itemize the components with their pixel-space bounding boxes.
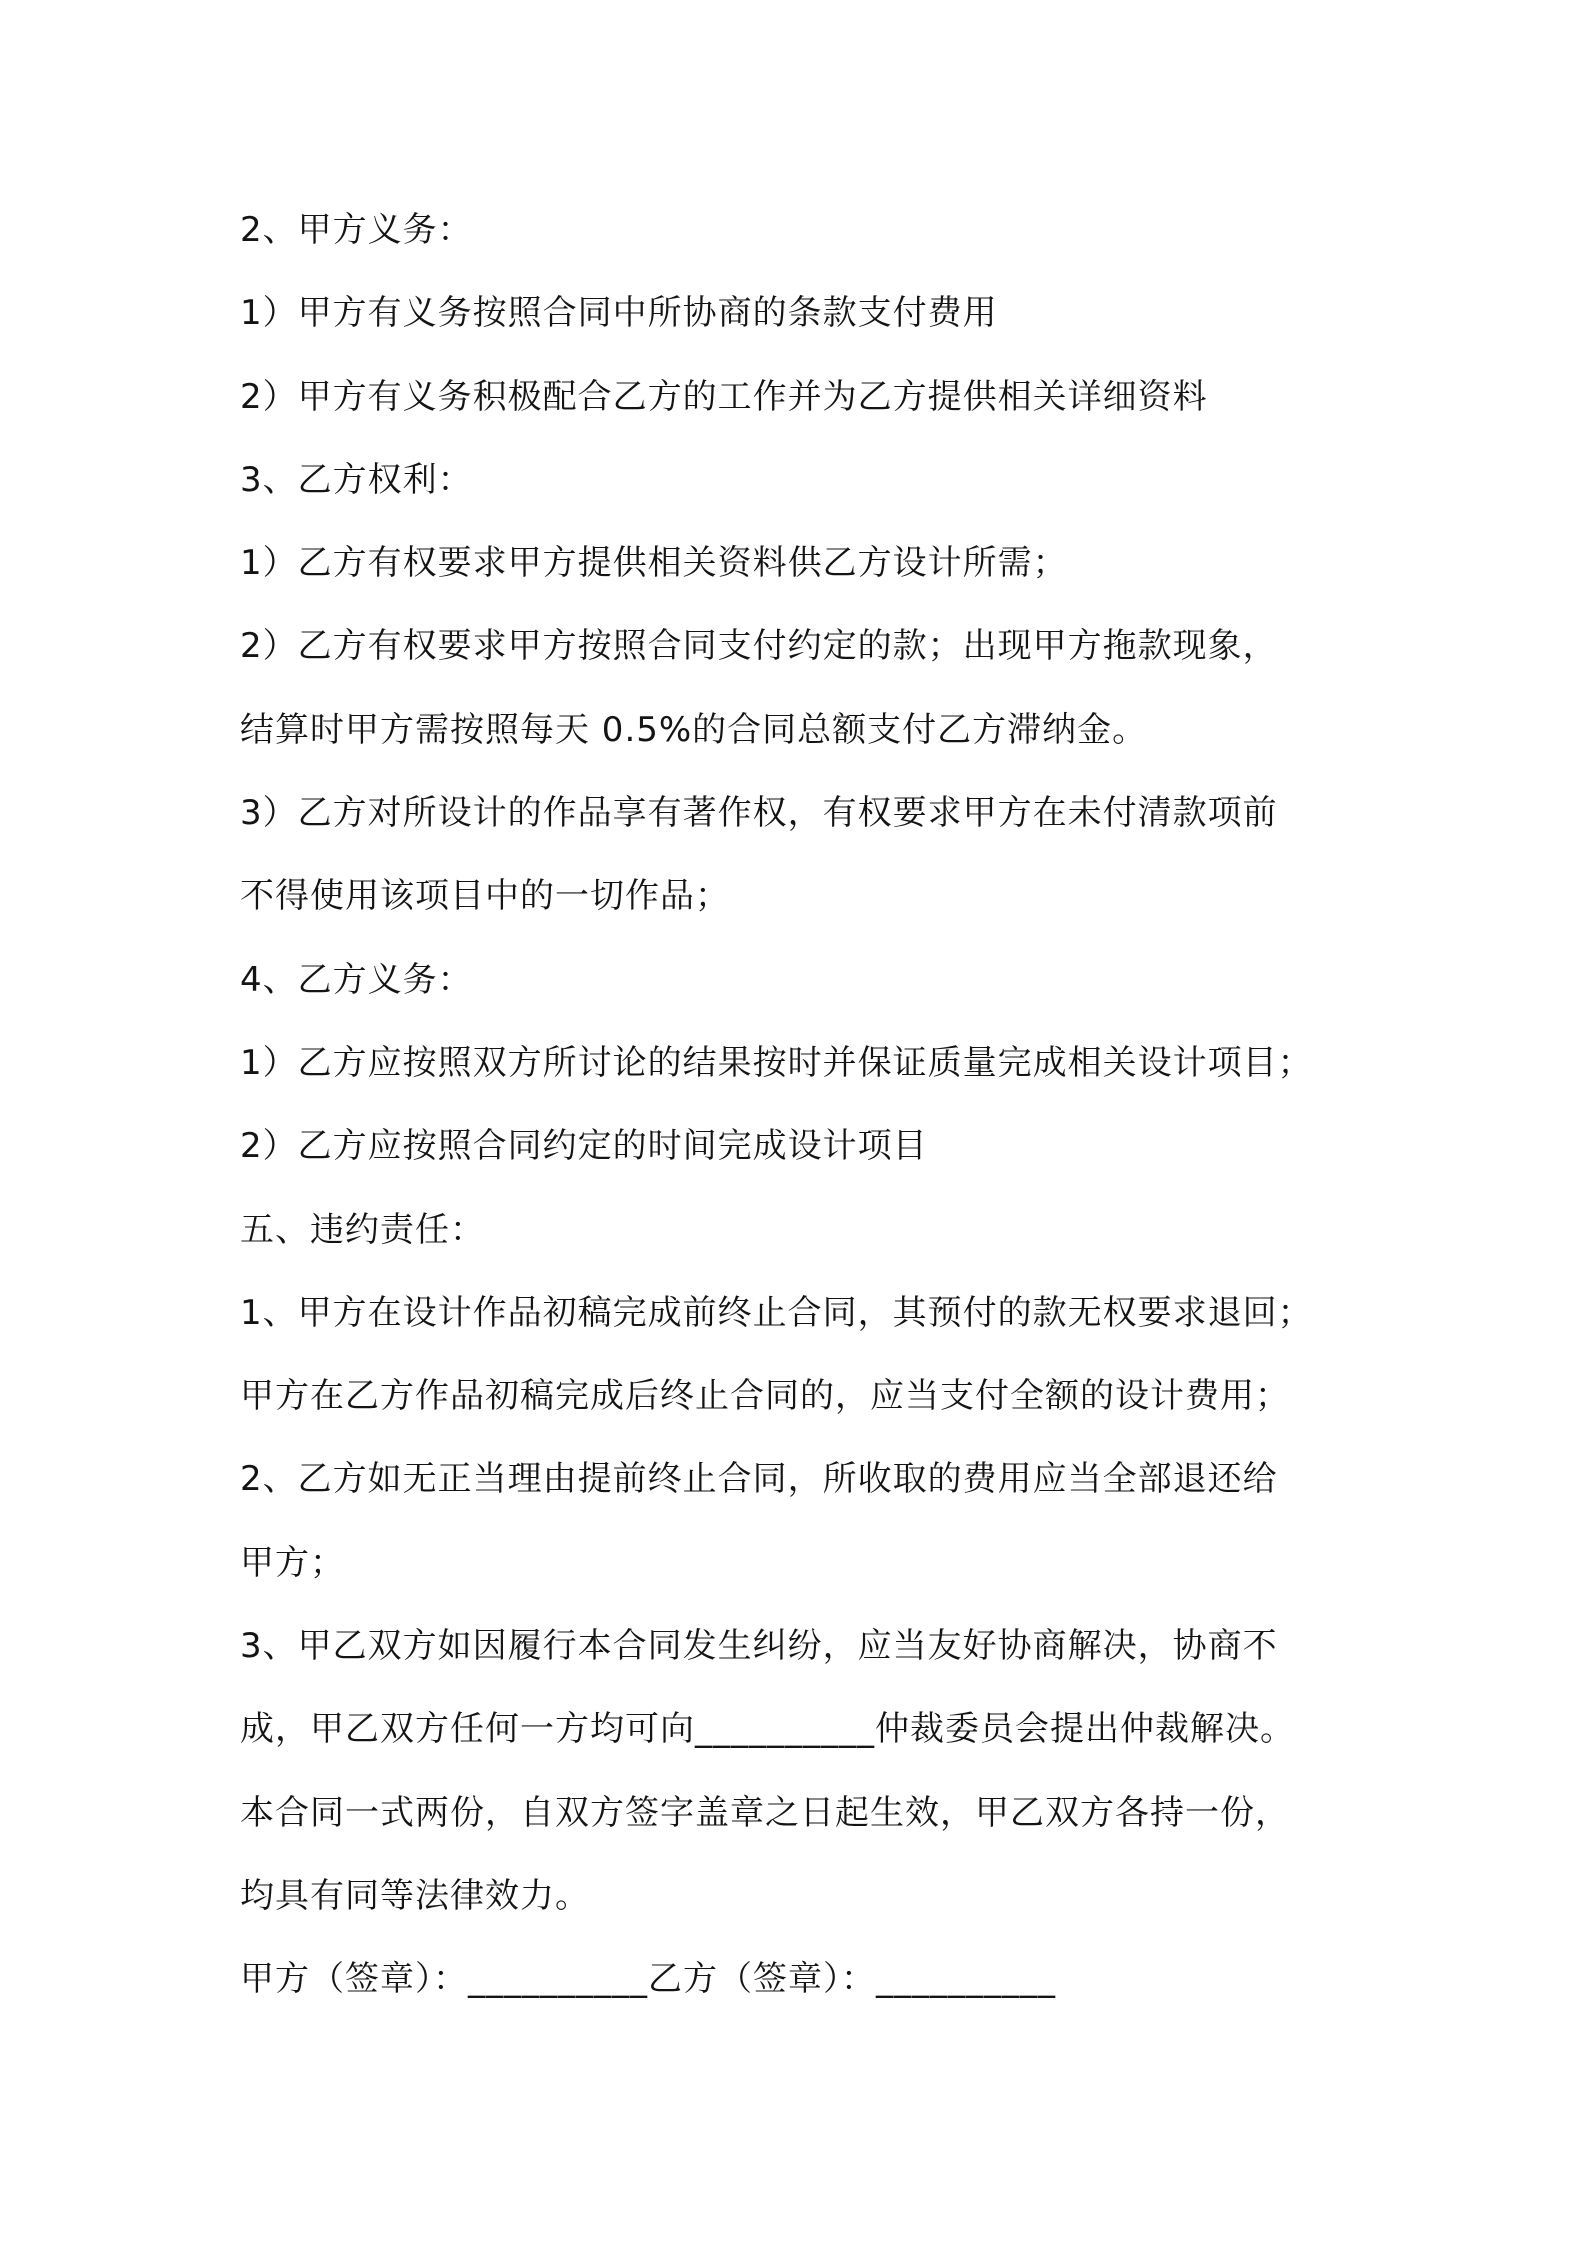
section-heading-breach-liability: 五、违约责任： <box>240 1209 485 1250</box>
section-heading-party-b-obligations: 4、乙方义务： <box>240 959 473 1000</box>
paragraph-line: 1）甲方有义务按照合同中所协商的条款支付费用 <box>240 293 998 334</box>
paragraph-line: 1）乙方应按照双方所讨论的结果按时并保证质量完成相关设计项目； <box>240 1042 1313 1083</box>
paragraph-line: 2、乙方如无正当理由提前终止合同，所收取的费用应当全部退还给 <box>240 1459 1278 1500</box>
paragraph-line: 不得使用该项目中的一切作品； <box>240 876 730 917</box>
paragraph-line: 2）乙方有权要求甲方按照合同支付约定的款；出现甲方拖款现象， <box>240 626 1278 667</box>
paragraph-line: 甲方在乙方作品初稿完成后终止合同的，应当支付全额的设计费用； <box>240 1376 1290 1417</box>
paragraph-line: 成，甲乙双方任何一方均可向__________仲裁委员会提出仲裁解决。 <box>240 1709 1295 1750</box>
paragraph-line: 1）乙方有权要求甲方提供相关资料供乙方设计所需； <box>240 543 1068 584</box>
paragraph-line: 3）乙方对所设计的作品享有著作权，有权要求甲方在未付清款项前 <box>240 793 1278 834</box>
paragraph-line: 均具有同等法律效力。 <box>240 1875 590 1916</box>
paragraph-line: 甲方； <box>240 1542 345 1583</box>
signature-line: 甲方（签章）：__________乙方（签章）：__________ <box>240 1959 1056 2000</box>
section-heading-party-b-rights: 3、乙方权利： <box>240 459 473 500</box>
paragraph-line: 1、甲方在设计作品初稿完成前终止合同，其预付的款无权要求退回； <box>240 1292 1313 1333</box>
document-body <box>240 200 1370 2033</box>
paragraph-line: 3、甲乙双方如因履行本合同发生纠纷，应当友好协商解决，协商不 <box>240 1626 1278 1667</box>
paragraph-line: 结算时甲方需按照每天 0.5%的合同总额支付乙方滞纳金。 <box>240 709 1148 750</box>
paragraph-line: 本合同一式两份，自双方签字盖章之日起生效，甲乙双方各持一份， <box>240 1792 1290 1833</box>
paragraph-line: 2）甲方有义务积极配合乙方的工作并为乙方提供相关详细资料 <box>240 376 1208 417</box>
section-heading-party-a-obligations: 2、甲方义务： <box>240 210 473 250</box>
paragraph-line: 2）乙方应按照合同约定的时间完成设计项目 <box>240 1126 928 1167</box>
